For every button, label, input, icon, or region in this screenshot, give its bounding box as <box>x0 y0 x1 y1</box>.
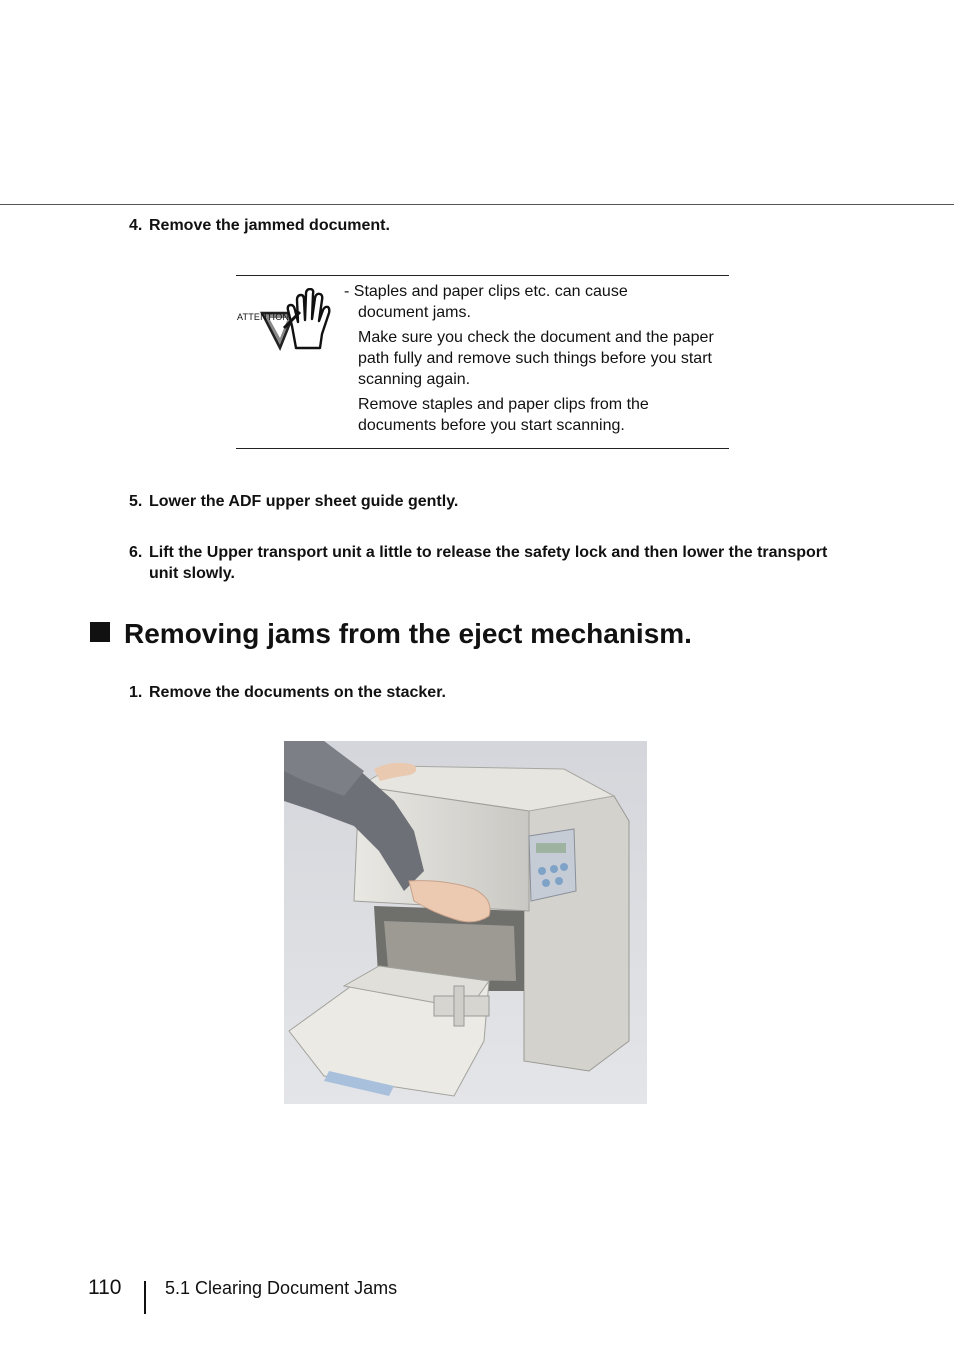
section-title-text: Removing jams from the eject mechanism. <box>124 618 692 649</box>
attention-hand-icon <box>236 288 336 354</box>
attention-line-1-cont: document jams. <box>358 304 471 321</box>
step-1 <box>129 682 829 703</box>
step-6 <box>129 542 829 584</box>
square-bullet-icon <box>90 622 110 642</box>
attention-text <box>344 281 729 440</box>
step-text: Remove the jammed document. <box>149 217 390 234</box>
step-5 <box>129 491 829 512</box>
step-number: 6. <box>129 544 143 561</box>
step-number: 1. <box>129 684 143 701</box>
scanner-photo <box>284 741 647 1104</box>
footer-divider <box>144 1281 146 1314</box>
attention-line-1: - Staples and paper clips etc. can cause <box>344 283 628 300</box>
step-number: 5. <box>129 493 143 510</box>
step-4 <box>129 215 829 236</box>
step-number: 4. <box>129 217 143 234</box>
step-text: Remove the documents on the stacker. <box>149 684 446 701</box>
header-rule <box>0 204 954 205</box>
section-heading <box>90 615 692 653</box>
footer-section-label: 5.1 Clearing Document Jams <box>165 1278 398 1298</box>
attention-paragraph-2: Make sure you check the document and the paper path fully and remove such things before you start scanning again. <box>358 329 714 388</box>
attention-label: ATTENTION <box>237 312 290 322</box>
step-text: Lift the Upper transport unit a little to release the safety lock and then lower the transport unit slowly. <box>149 544 828 582</box>
attention-paragraph-3: Remove staples and paper clips from the documents before you start scanning. <box>358 396 649 434</box>
attention-box <box>236 275 729 449</box>
step-text: Lower the ADF upper sheet guide gently. <box>149 493 459 510</box>
page-number: 110 <box>88 1276 122 1299</box>
